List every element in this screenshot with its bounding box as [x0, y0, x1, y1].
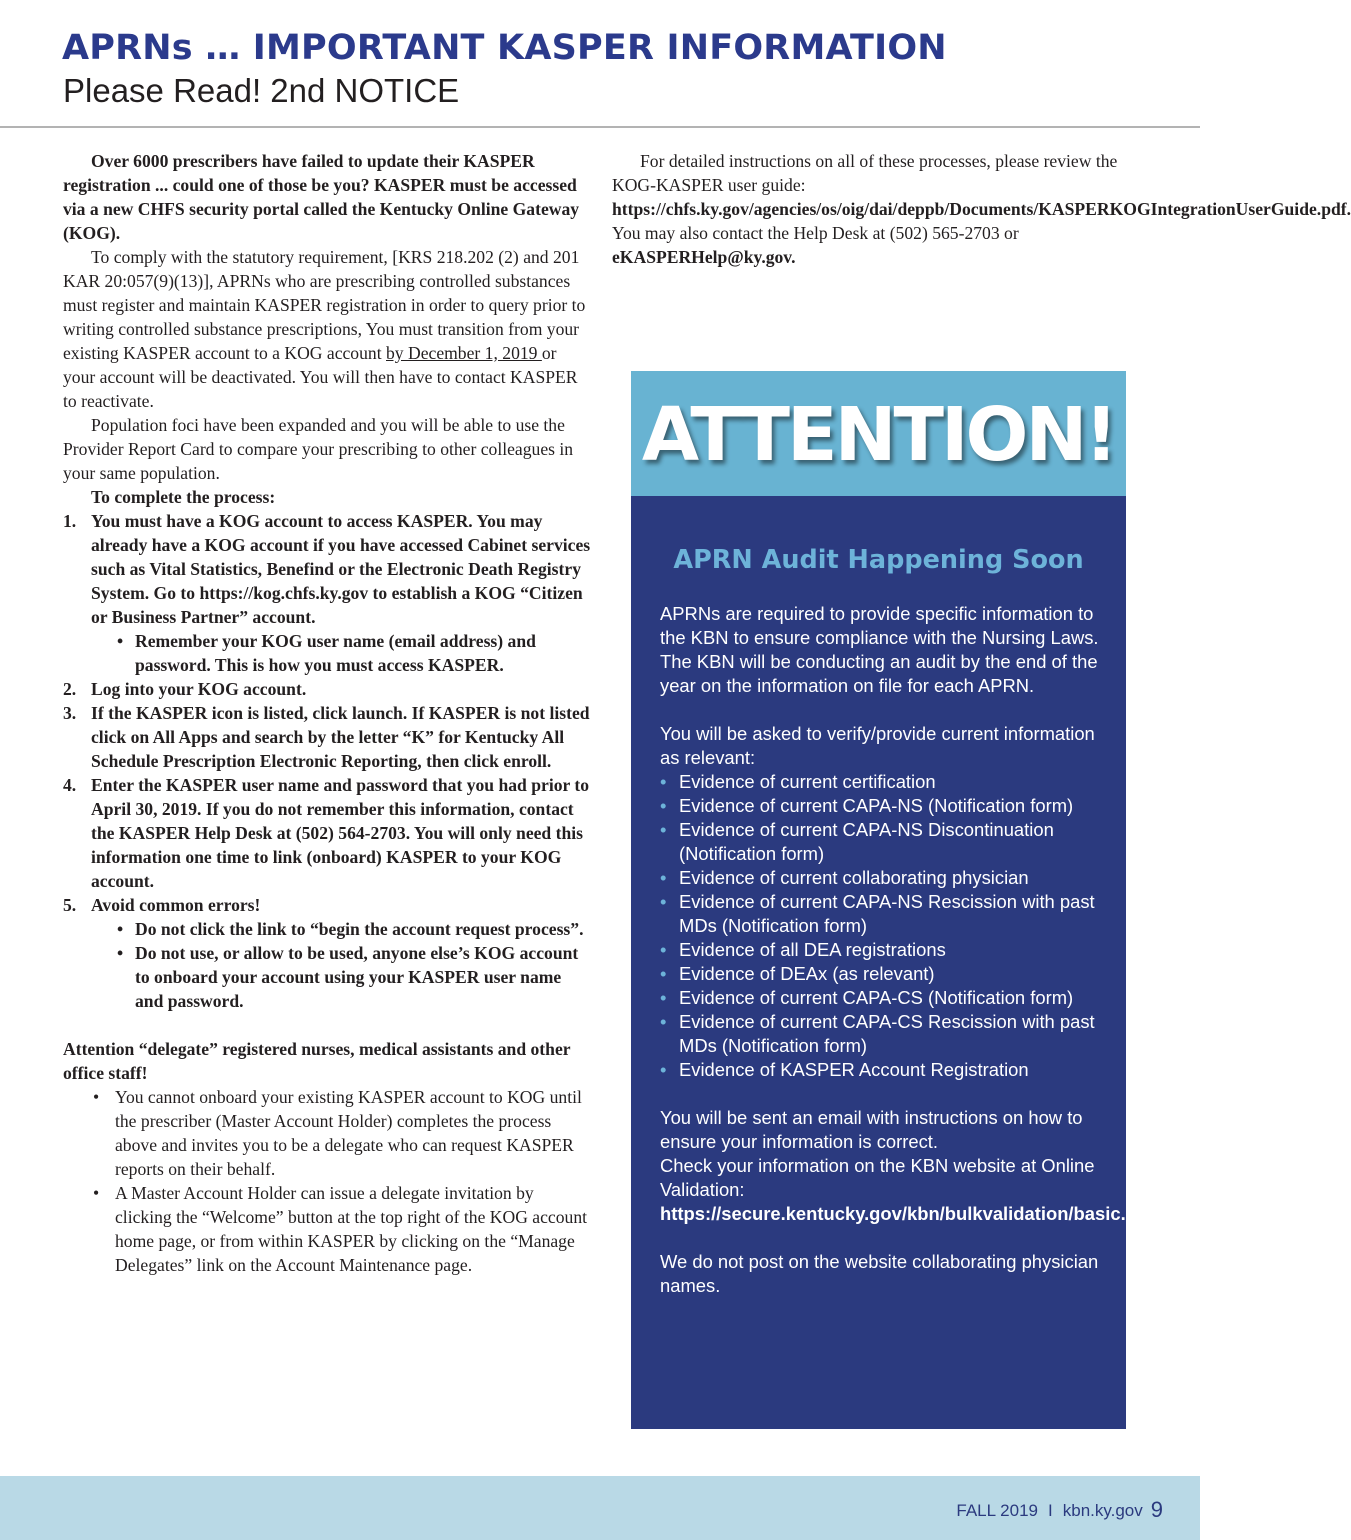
evidence-item: • Evidence of current CAPA-CS Rescission with past MDs (Notification form) [679, 1010, 1112, 1058]
physician-names-notice: We do not post on the website collaborating physician names. [660, 1251, 1099, 1296]
process-steps [63, 509, 593, 1013]
issue-label: FALL 2019 [956, 1501, 1038, 1520]
attention-box [631, 371, 1168, 1429]
validation-link[interactable]: https://secure.kentucky.gov/kbn/bulkvalidation/basic.aspx [660, 1203, 1168, 1224]
population-paragraph: Population foci have been expanded and you will be able to use the Provider Report Card to compare your prescribing to other colleagues in your same population. [63, 415, 574, 483]
user-guide-link[interactable]: https://chfs.ky.gov/agencies/os/oig/dai/deppb/Documents/KASPERKOGIntegrationUserGuide.pdf. [612, 199, 1351, 219]
step-item: 4. Enter the KASPER user name and password that you had prior to April 30, 2019. If you do not remember this information, contact the KASPER Help Desk at (502) 564-2703. You will only need this information one time to link (onboard) KASPER to your KOG account. [63, 775, 590, 891]
step-sub-bullet: • Do not click the link to “begin the account request process”. [135, 917, 593, 941]
step-item: 3. If the KASPER icon is listed, click launch. If KASPER is not listed click on All Apps and search by the letter “K” for Kentucky All Schedule Prescription Electronic Reporting, then click enroll. [63, 703, 590, 771]
step-item: 2. Log into your KOG account. [63, 679, 307, 699]
audit-intro: APRNs are required to provide specific information to the KBN to ensure compliance with the Nursing Laws. The KBN will be conducting an audit by the end of the year on the information on file for each APRN. [660, 603, 1099, 696]
evidence-list [660, 770, 1112, 1082]
step-item: 1. You must have a KOG account to access KASPER. You may already have a KOG account if you have accessed Cabinet services such as Vital Statistics, Benefind or the Electronic Death Registry System. Go to https://kog.chfs.ky.gov to establish a KOG “Citizen or Business Partner” account. • Remember your KOG user name (email address) and password. This is how you must access KASPER. [63, 509, 593, 677]
helpdesk-email-link[interactable]: eKASPERHelp@ky.gov. [612, 247, 796, 267]
delegate-bullets [63, 1085, 593, 1277]
validation-notice: Check your information on the KBN website at Online Validation: [660, 1155, 1095, 1200]
verify-intro: You will be asked to verify/provide current information as relevant: [660, 723, 1095, 768]
evidence-item: • Evidence of KASPER Account Registration [679, 1058, 1112, 1082]
delegate-bullet: • You cannot onboard your existing KASPER account to KOG until the prescriber (Master Account Holder) completes the process above and invites you to be a delegate who can request KASPER reports on their behalf. [115, 1085, 593, 1181]
intro-paragraph: Over 6000 prescribers have failed to update their KASPER registration ... could one of those be you? KASPER must be accessed via a new CHFS security portal called the Kentucky Online Gateway (KOG). [63, 151, 580, 243]
page-header [0, 0, 1200, 128]
delegate-heading: Attention “delegate” registered nurses, medical assistants and other office staff! [63, 1039, 571, 1083]
attention-title: ATTENTION! [641, 392, 1116, 478]
attention-header [631, 371, 1126, 496]
process-heading: To complete the process: [91, 487, 276, 507]
page-footer [0, 1476, 1200, 1540]
statutory-paragraph: To comply with the statutory requirement, [KRS 218.202 (2) and 201 KAR 20:057(9)(13)], APRNs who are prescribing controlled substances must register and maintain KASPER registration in order to query prior to writing controlled substance prescriptions, You must transition from your existing KASPER account to a KOG account by December 1, 2019 or your account will be deactivated. You will then have to contact KASPER to reactivate. [63, 247, 586, 411]
evidence-item: • Evidence of current CAPA-NS (Notification form) [679, 794, 1112, 818]
step-sub-bullet: • Do not use, or allow to be used, anyone else’s KOG account to onboard your account using your KASPER user name and password. [135, 941, 593, 1013]
delegate-bullet: • A Master Account Holder can issue a delegate invitation by clicking the “Welcome” button at the top right of the KOG account home page, or from within KASPER by clicking on the “Manage Delegates” link on the Account Maintenance page. [115, 1181, 593, 1277]
page-number: 9 [1150, 1497, 1163, 1522]
evidence-item: • Evidence of current collaborating physician [679, 866, 1112, 890]
website-label: kbn.ky.gov [1062, 1501, 1143, 1520]
page-title: APRNs … IMPORTANT KASPER INFORMATION [62, 28, 947, 68]
deadline-date: by December 1, 2019 [386, 343, 542, 363]
step-sub-bullet: • Remember your KOG user name (email address) and password. This is how you must access KASPER. [135, 629, 593, 677]
email-notice: You will be sent an email with instructions on how to ensure your information is correct. [660, 1107, 1083, 1152]
evidence-item: • Evidence of current certification [679, 770, 1112, 794]
page-subtitle: Please Read! 2nd NOTICE [63, 72, 460, 109]
left-column [63, 149, 593, 1277]
evidence-item: • Evidence of current CAPA-CS (Notification form) [679, 986, 1112, 1010]
evidence-item: • Evidence of current CAPA-NS Discontinuation (Notification form) [679, 818, 1112, 866]
evidence-item: • Evidence of all DEA registrations [679, 938, 1112, 962]
audit-subtitle: APRN Audit Happening Soon [673, 545, 1084, 575]
footer-separator: I [1048, 1501, 1053, 1520]
step-item: 5. Avoid common errors! • Do not click the link to “begin the account request process”. • Do not use, or allow to be used, anyone else’s KOG account to onboard your account using your KASPER user name and password. [63, 893, 593, 1013]
user-guide-paragraph: For detailed instructions on all of these processes, please review the KOG-KASPER user guide: https://chfs.ky.gov/agencies/os/oig/dai/deppb/Documents/KASPERKOGIntegrationUserGuide.pdf. You may also contact the Help Desk at (502) 565-2703 or eKASPERHelp@ky.gov. [612, 151, 1351, 267]
evidence-item: • Evidence of current CAPA-NS Rescission with past MDs (Notification form) [679, 890, 1112, 938]
evidence-item: • Evidence of DEAx (as relevant) [679, 962, 1112, 986]
attention-body [660, 602, 1168, 1298]
